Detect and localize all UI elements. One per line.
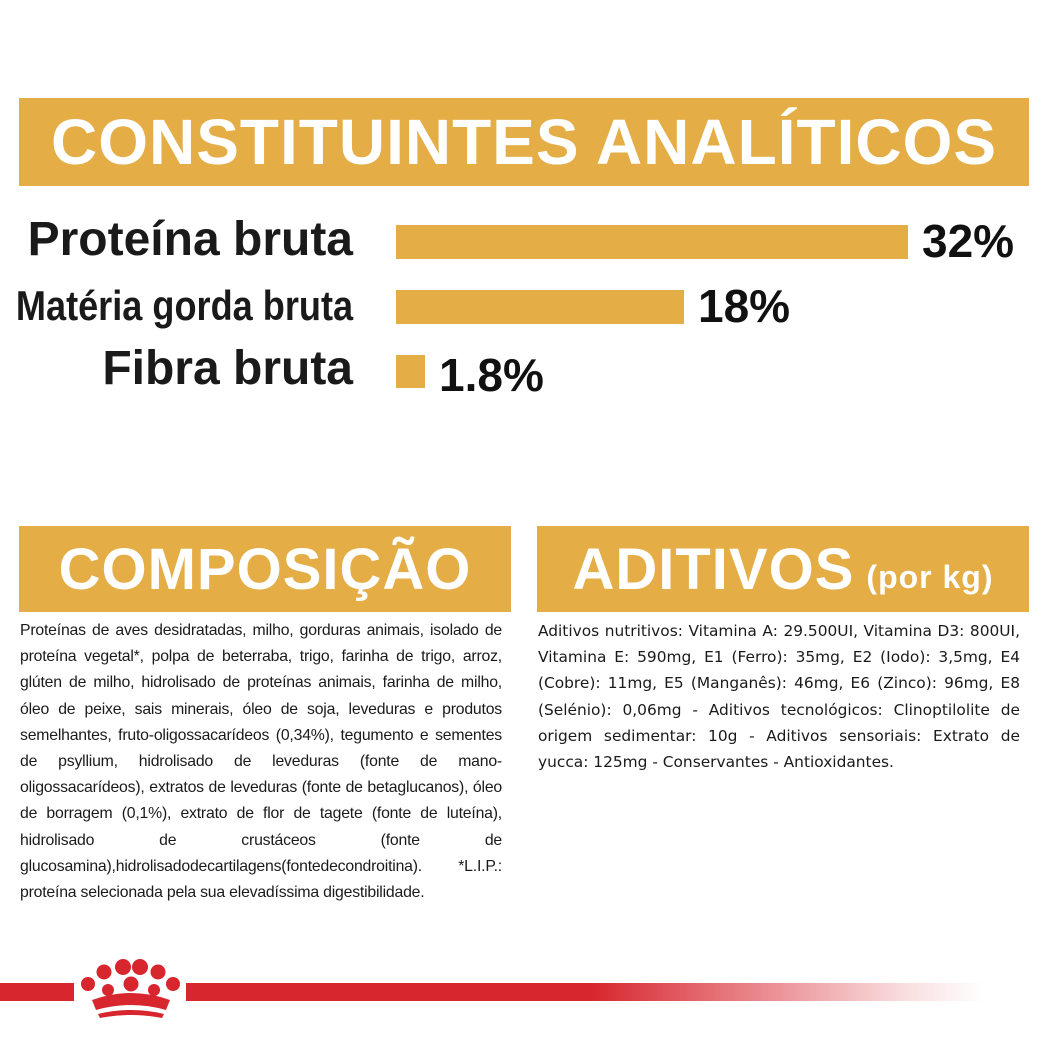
analytical-constituents-banner bbox=[19, 98, 1029, 186]
analytical-constituents-title: CONSTITUINTES ANALÍTICOS bbox=[50, 106, 998, 178]
composition-text: Proteínas de aves desidratadas, milho, gorduras animais, isolado de proteína vegetal*, polpa de beterraba, trigo, farinha de trigo, arroz, glúten de milho, hidrolisado de proteínas animais, farinha de milho, óleo de peixe, sais minerais, óleo de soja, leveduras e produtos semelhantes, fruto-oligossacarídeos (0,34%), tegumento e sementes de psyllium, hidrolisado de leveduras (fonte de mano-oligossacarídeos), extratos de leveduras (fonte de betaglucanos), óleo de borragem (0,1%), extrato de flor de tagete (fonte de luteína), hidrolisado de crustáceos (fonte de glucosamina),hidrolisadodecartilagens(fontedecondroitina). *L.I.P.: proteína selecionada pela sua elevadíssima digestibilidade. bbox=[20, 622, 502, 902]
composition-banner bbox=[19, 526, 511, 612]
additives-title-suffix: (por kg) bbox=[866, 558, 994, 595]
additives-title: ADITIVOS bbox=[572, 536, 855, 602]
nutrient-value-fat: 18% bbox=[698, 280, 791, 332]
nutrient-value-protein: 32% bbox=[922, 215, 1015, 267]
nutrient-bar-fat bbox=[396, 290, 684, 324]
royal-canin-crown-icon bbox=[74, 958, 186, 1022]
nutrient-bar-protein bbox=[396, 225, 908, 259]
nutrient-bar-fiber bbox=[396, 355, 425, 388]
nutrient-value-fiber: 1.8% bbox=[439, 349, 544, 401]
nutrient-label-fiber: Fibra bruta bbox=[102, 342, 353, 395]
additives-text: Aditivos nutritivos: Vitamina A: 29.500UI, Vitamina D3: 800UI, Vitamina E: 590mg, E1 (Ferro): 35mg, E2 (Iodo): 3,5mg, E4 (Cobre): 11mg, E5 (Manganês): 46mg, E6 (Zinco): 96mg, E8 (Selénio): 0,06mg - Aditivos tecnológicos: Clinoptilolite de origem sedimentar: 10g - Aditivos sensoriais: Extrato de yucca: 125mg - Conservantes - Antioxidantes. bbox=[538, 622, 1020, 772]
nutrient-label-protein: Proteína bruta bbox=[27, 213, 353, 266]
composition-title: COMPOSIÇÃO bbox=[58, 536, 472, 602]
nutrient-label-fat: Matéria gorda bruta bbox=[15, 282, 353, 329]
additives-banner bbox=[537, 526, 1029, 612]
